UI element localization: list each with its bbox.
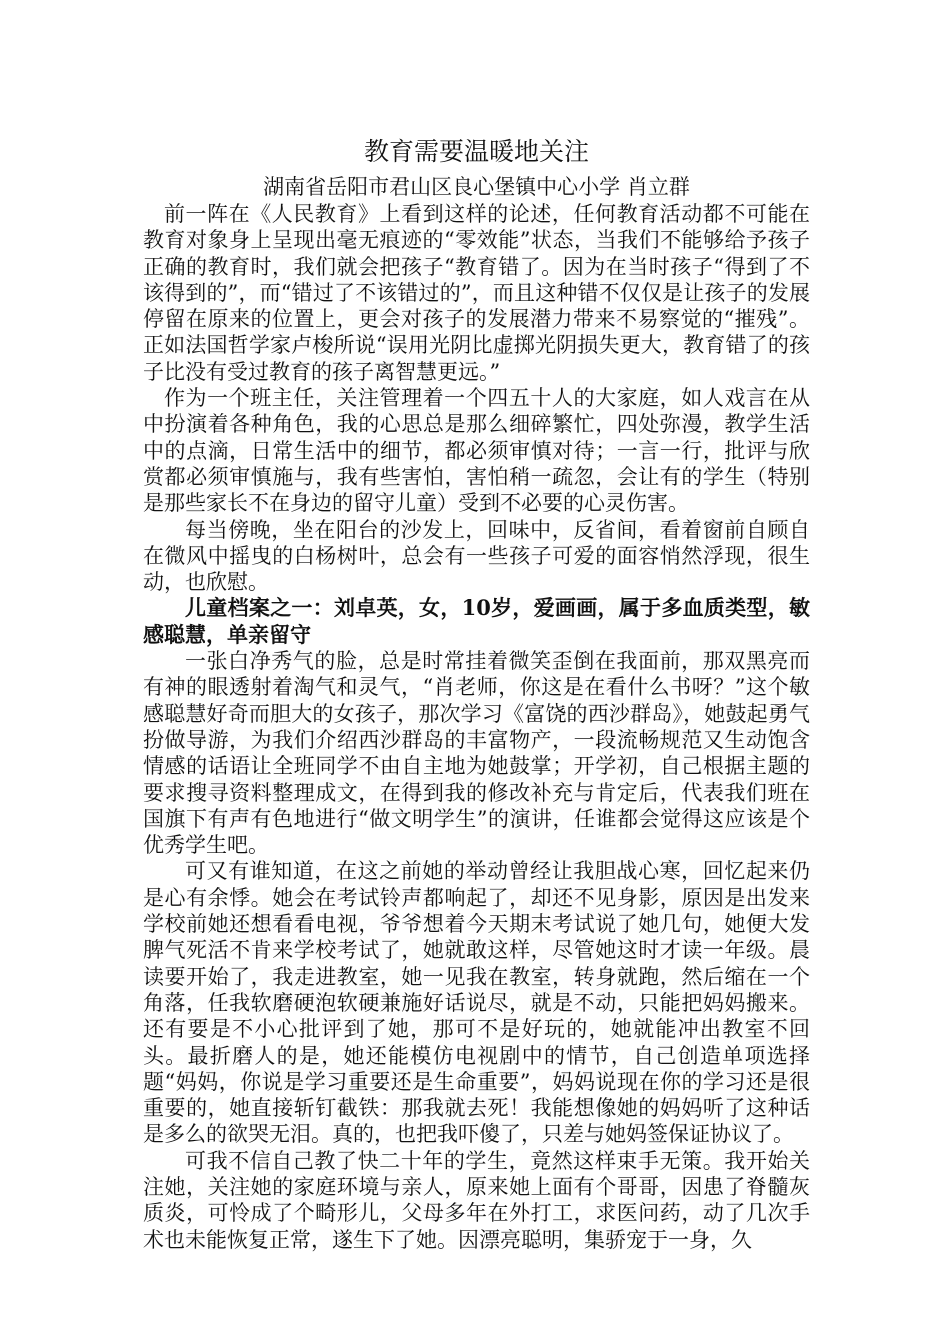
profile-paragraph-3: 可我不信自己教了快二十年的学生，竟然这样束手无策。我开始关注她，关注她的家庭环境与亲人，原来她上面有个哥哥，因患了脊髓灰质炎，可怜成了个畸形儿，父母多年在外打工，求医问药，动了几次手术也未能恢复正常，遂生下了她。因漂亮聪明，集骄宠于一身，久 <box>143 1148 810 1252</box>
paragraph-class-teacher: 作为一个班主任，关注管理着一个四五十人的大家庭，如人戏言在从中扮演着各种角色，我的心思总是那么细碎繁忙，四处弥漫，教学生活中的点滴，日常生活中的细节，都必须审慎对待；一言一行，批评与欣赏都必须审慎施与，我有些害怕，害怕稍一疏忽，会让有的学生（特别是那些家长不在身边的留守儿童）受到不必要的心灵伤害。 <box>143 386 810 516</box>
profile-paragraph-1: 一张白净秀气的脸，总是时常挂着微笑歪倒在我面前，那双黑亮而有神的眼透射着淘气和灵气，“肖老师，你这是在看什么书呀？”这个敏感聪慧好奇而胆大的女孩子，那次学习《富饶的西沙群岛》，她鼓起勇气扮做导游，为我们介绍西沙群岛的丰富物产，一段流畅规范又生动饱含情感的话语让全班同学不由自主地为她鼓掌；开学初，自己根据主题的要求搜寻资料整理成文，在得到我的修改补充与肯定后，代表我们班在国旗下有声有色地进行“做文明学生”的演讲，任谁都会觉得这应该是个优秀学生吧。 <box>143 649 810 858</box>
document-title: 教育需要温暖地关注 <box>363 137 589 166</box>
author-line: 湖南省岳阳市君山区良心堡镇中心小学 肖立群 <box>263 175 690 199</box>
paragraph-intro: 前一阵在《人民教育》上看到这样的论述，任何教育活动都不可能在教育对象身上呈现出毫无痕迹的“零效能”状态，当我们不能够给予孩子正确的教育时，我们就会把孩子“教育错了。因为在当时孩子“得到了不该得到的”，而“错过了不该错过的”，而且这种错不仅仅是让孩子的发展停留在原来的位置上，更会对孩子的发展潜力带来不易察觉的“摧残”。正如法国哲学家卢梭所说“误用光阴比虚掷光阴损失更大，教育错了的孩子比没有受过教育的孩子离智慧更远。” <box>143 202 810 384</box>
document-page <box>143 132 810 1253</box>
paragraph-evening: 每当傍晚，坐在阳台的沙发上，回味中，反省间，看着窗前自顾自在微风中摇曳的白杨树叶，总会有一些孩子可爱的面容悄然浮现，很生动，也欣慰。 <box>143 517 810 595</box>
profile-paragraph-2: 可又有谁知道，在这之前她的举动曾经让我胆战心寒，回忆起来仍是心有余悸。她会在考试铃声都响起了，却还不见身影，原因是出发来学校前她还想看看电视，爷爷想着今天期末考试说了她几句，她便大发脾气死活不肯来学校考试了，她就敢这样，尽管她这时才读一年级。晨读要开始了，我走进教室，她一见我在教室，转身就跑，然后缩在一个角落，任我软磨硬泡软硬兼施好话说尽，就是不动，只能把妈妈搬来。还有要是不小心批评到了她，那可不是好玩的，她就能冲出教室不回头。最折磨人的是，她还能模仿电视剧中的情节，自己创造单项选择题“妈妈，你说是学习重要还是生命重要”，妈妈说现在你的学习还是很重要的，她直接斩钉截铁：那我就去死！我能想像她的妈妈听了这种话是多么的欲哭无泪。真的，也把我吓傻了，只差与她妈签保证协议了。 <box>143 859 810 1147</box>
profile-heading: 儿童档案之一：刘卓英，女，10岁，爱画画，属于多血质类型，敏感聪慧，单亲留守 <box>143 595 810 647</box>
